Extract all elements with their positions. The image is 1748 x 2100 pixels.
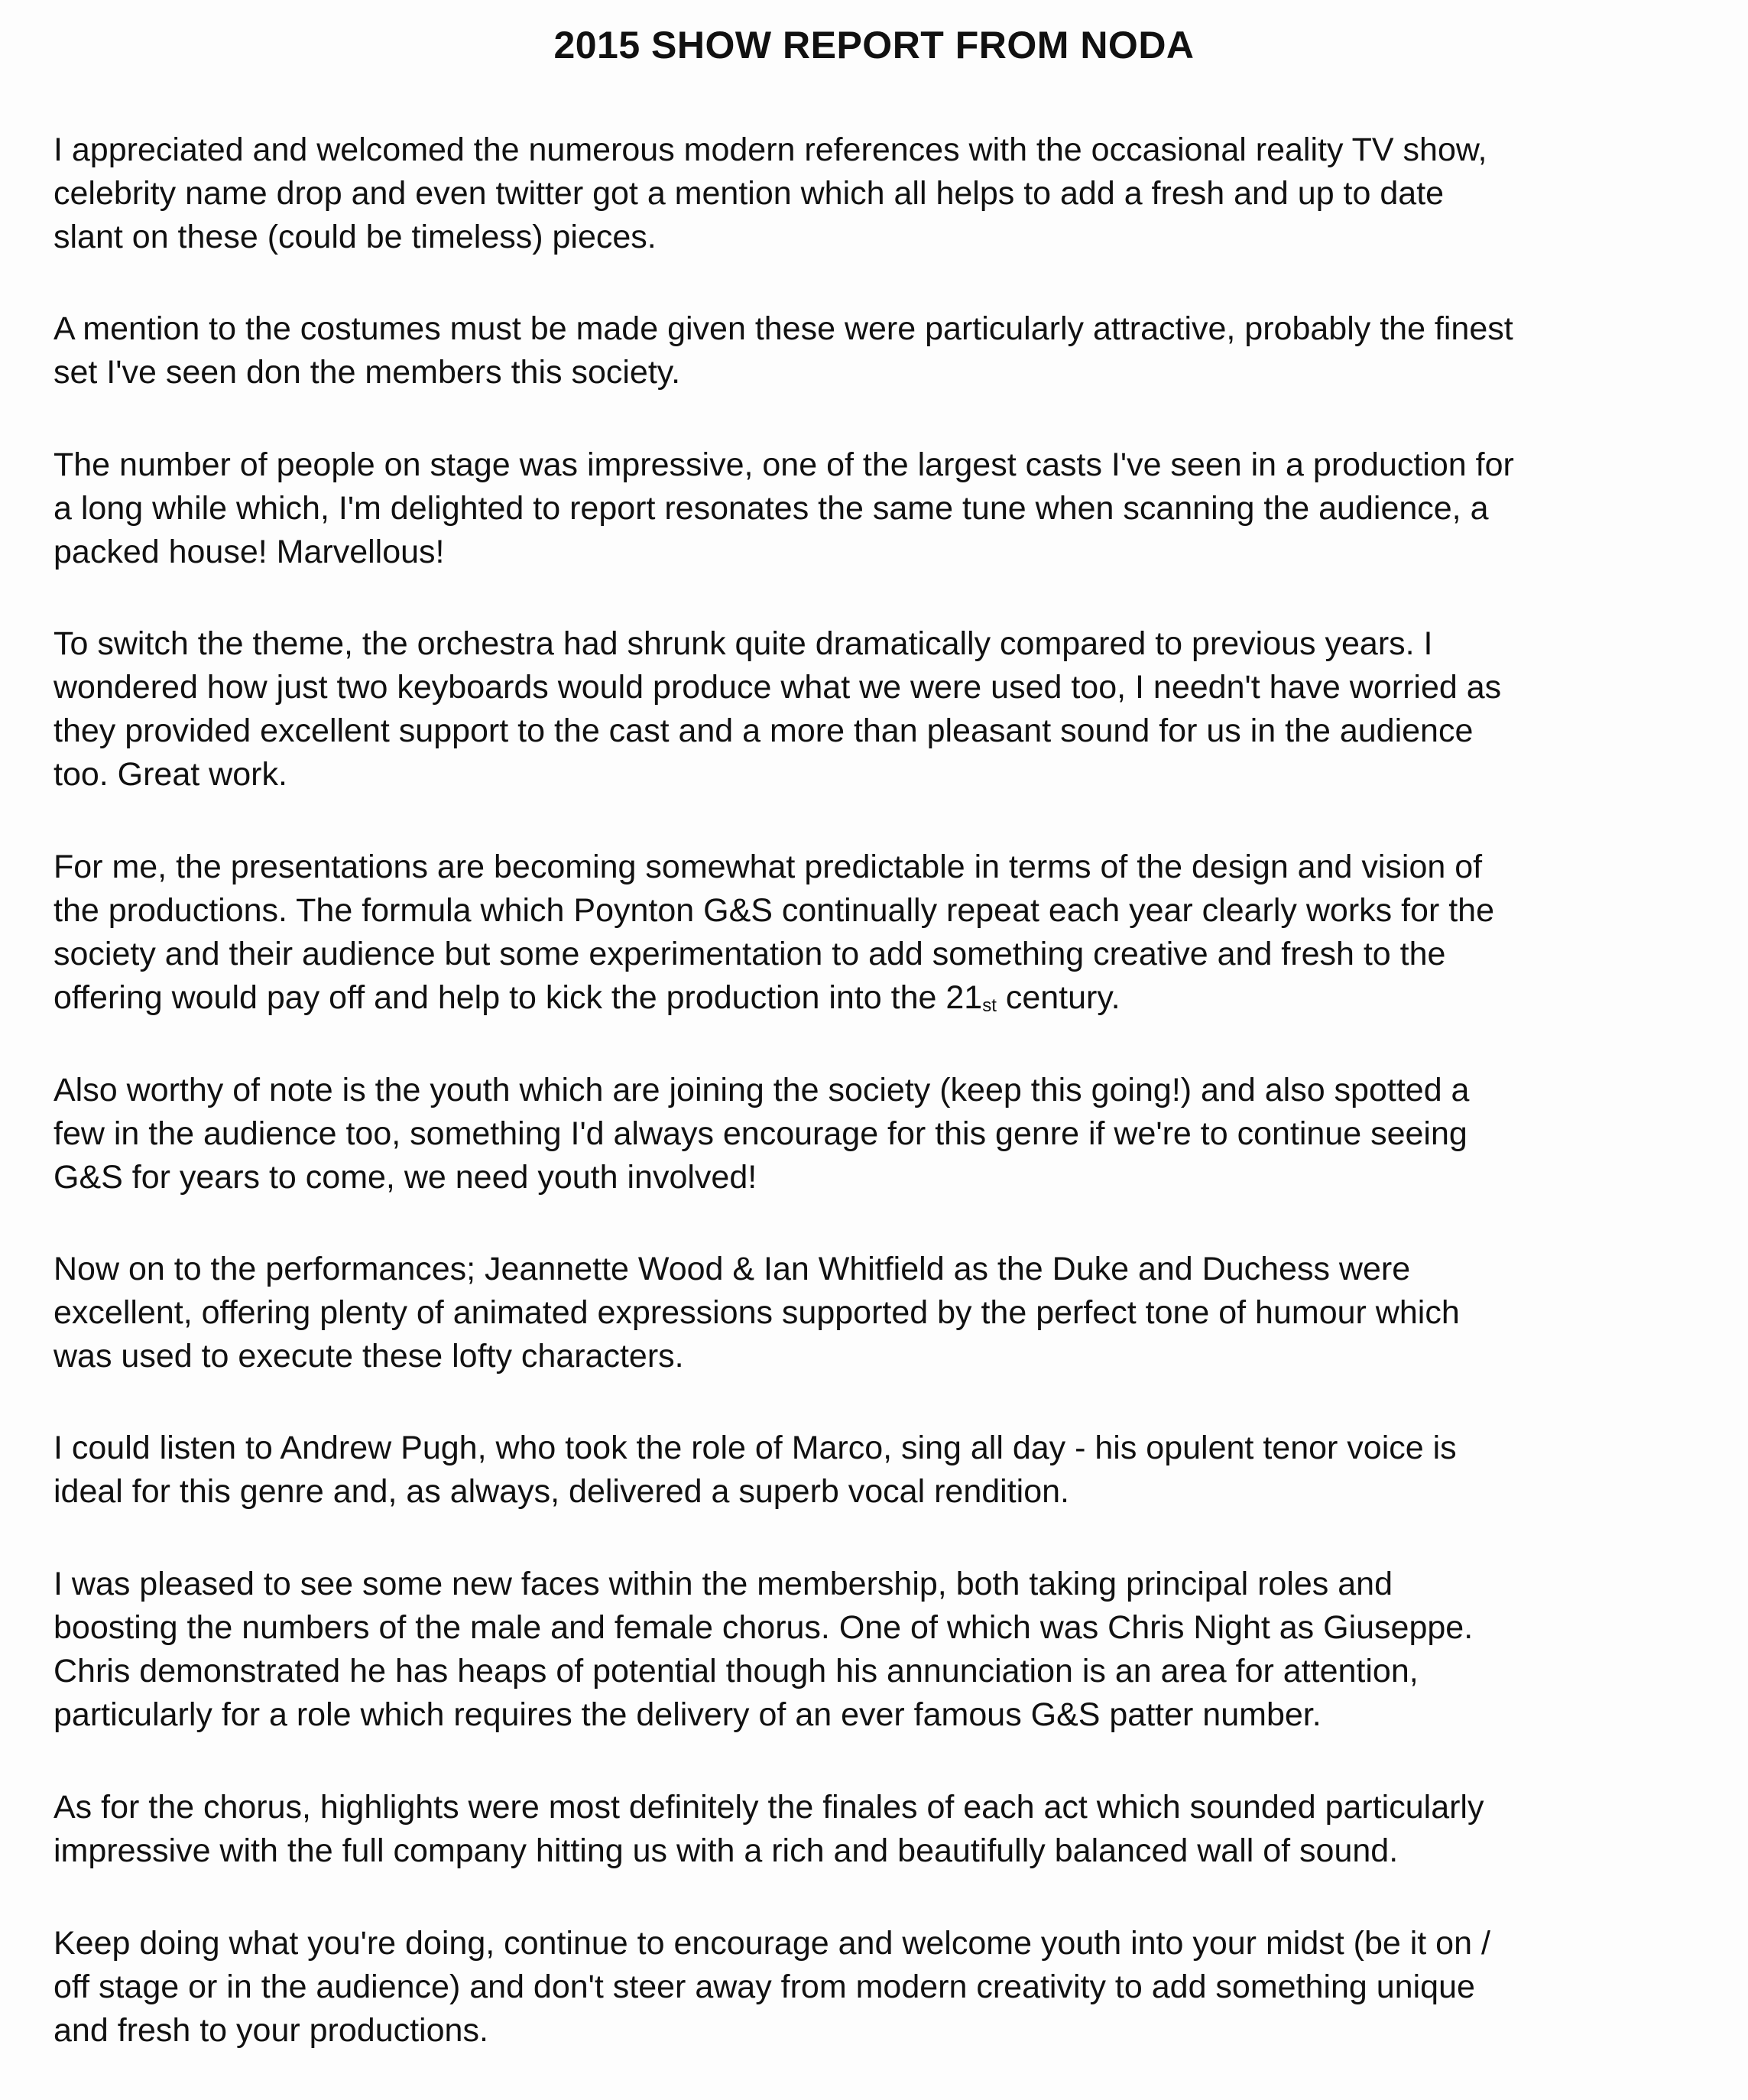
paragraph-orchestra [54,622,1704,797]
text-line: particularly for a role which requires the delivery of an ever famous G&S patter number. [54,1696,1322,1733]
paragraph-presentation-design [54,846,1704,1024]
text-line: G&S for years to come, we need youth involved! [54,1159,757,1196]
ordinal-suffix: st [982,995,997,1016]
text-line: the productions. The formula which Poynton G&S continually repeat each year clearly works for the [54,892,1495,929]
paragraph-youth [54,1069,1704,1199]
paragraph-costumes [54,307,1704,394]
paragraph-cast-size [54,443,1704,574]
text-line: I was pleased to see some new faces within the membership, both taking principal roles and [54,1566,1393,1602]
text-line: A mention to the costumes must be made given these were particularly attractive, probably the finest [54,310,1513,347]
paragraph-modern-references [54,128,1704,259]
text-line: a long while which, I'm delighted to report resonates the same tune when scanning the audience, a [54,490,1489,527]
paragraph-closing [54,1922,1704,2053]
text-line: Now on to the performances; Jeannette Wood & Ian Whitfield as the Duke and Duchess were [54,1251,1411,1287]
text-line: off stage or in the audience) and don't steer away from modern creativity to add something unique [54,1969,1475,2005]
text-line: too. Great work. [54,756,287,793]
text-segment: century. [996,979,1120,1016]
text-line: society and their audience but some experimentation to add something creative and fresh to the [54,936,1446,972]
text-line: As for the chorus, highlights were most definitely the finales of each act which sounded particularly [54,1789,1484,1826]
text-line: and fresh to your productions. [54,2012,488,2049]
paragraph-chorus [54,1786,1704,1873]
text-segment: offering would pay off and help to kick the production into the 21 [54,979,983,1016]
text-line: To switch the theme, the orchestra had shrunk quite dramatically compared to previous years. I [54,625,1433,662]
text-line: few in the audience too, something I'd always encourage for this genre if we're to continue seeing [54,1115,1467,1152]
text-line: ideal for this genre and, as always, delivered a superb vocal rendition. [54,1473,1069,1510]
text-line: they provided excellent support to the cast and a more than pleasant sound for us in the audience [54,712,1474,749]
paragraph-new-faces [54,1563,1704,1737]
text-line: slant on these (could be timeless) pieces. [54,219,657,255]
paragraph-duke-duchess [54,1248,1704,1378]
text-line: Also worthy of note is the youth which are joining the society (keep this going!) and also spotted a [54,1072,1470,1108]
text-line: Keep doing what you're doing, continue to encourage and welcome youth into your midst (be it on / [54,1925,1490,1962]
page-title: 2015 SHOW REPORT FROM NODA [553,24,1195,67]
text-line: wondered how just two keyboards would produce what we were used too, I needn't have worried as [54,669,1502,706]
text-line: was used to execute these lofty characters. [54,1338,684,1375]
text-line [54,976,1704,1024]
paragraph-marco [54,1427,1704,1514]
text-line: I could listen to Andrew Pugh, who took the role of Marco, sing all day - his opulent tenor voice is [54,1430,1457,1466]
text-line: Chris demonstrated he has heaps of potential though his annunciation is an area for attention, [54,1653,1419,1689]
text-line: packed house! Marvellous! [54,534,445,570]
text-line: For me, the presentations are becoming somewhat predictable in terms of the design and vision of [54,849,1483,885]
text-line: set I've seen don the members this society. [54,354,681,391]
text-line: impressive with the full company hitting us with a rich and beautifully balanced wall of sound. [54,1832,1399,1869]
text-line: celebrity name drop and even twitter got a mention which all helps to add a fresh and up to date [54,175,1445,212]
text-line: boosting the numbers of the male and female chorus. One of which was Chris Night as Giuseppe. [54,1609,1474,1646]
text-line: I appreciated and welcomed the numerous modern references with the occasional reality TV show, [54,131,1487,168]
text-line: The number of people on stage was impressive, one of the largest casts I've seen in a production for [54,446,1514,483]
text-line: excellent, offering plenty of animated expressions supported by the perfect tone of humour which [54,1294,1460,1331]
